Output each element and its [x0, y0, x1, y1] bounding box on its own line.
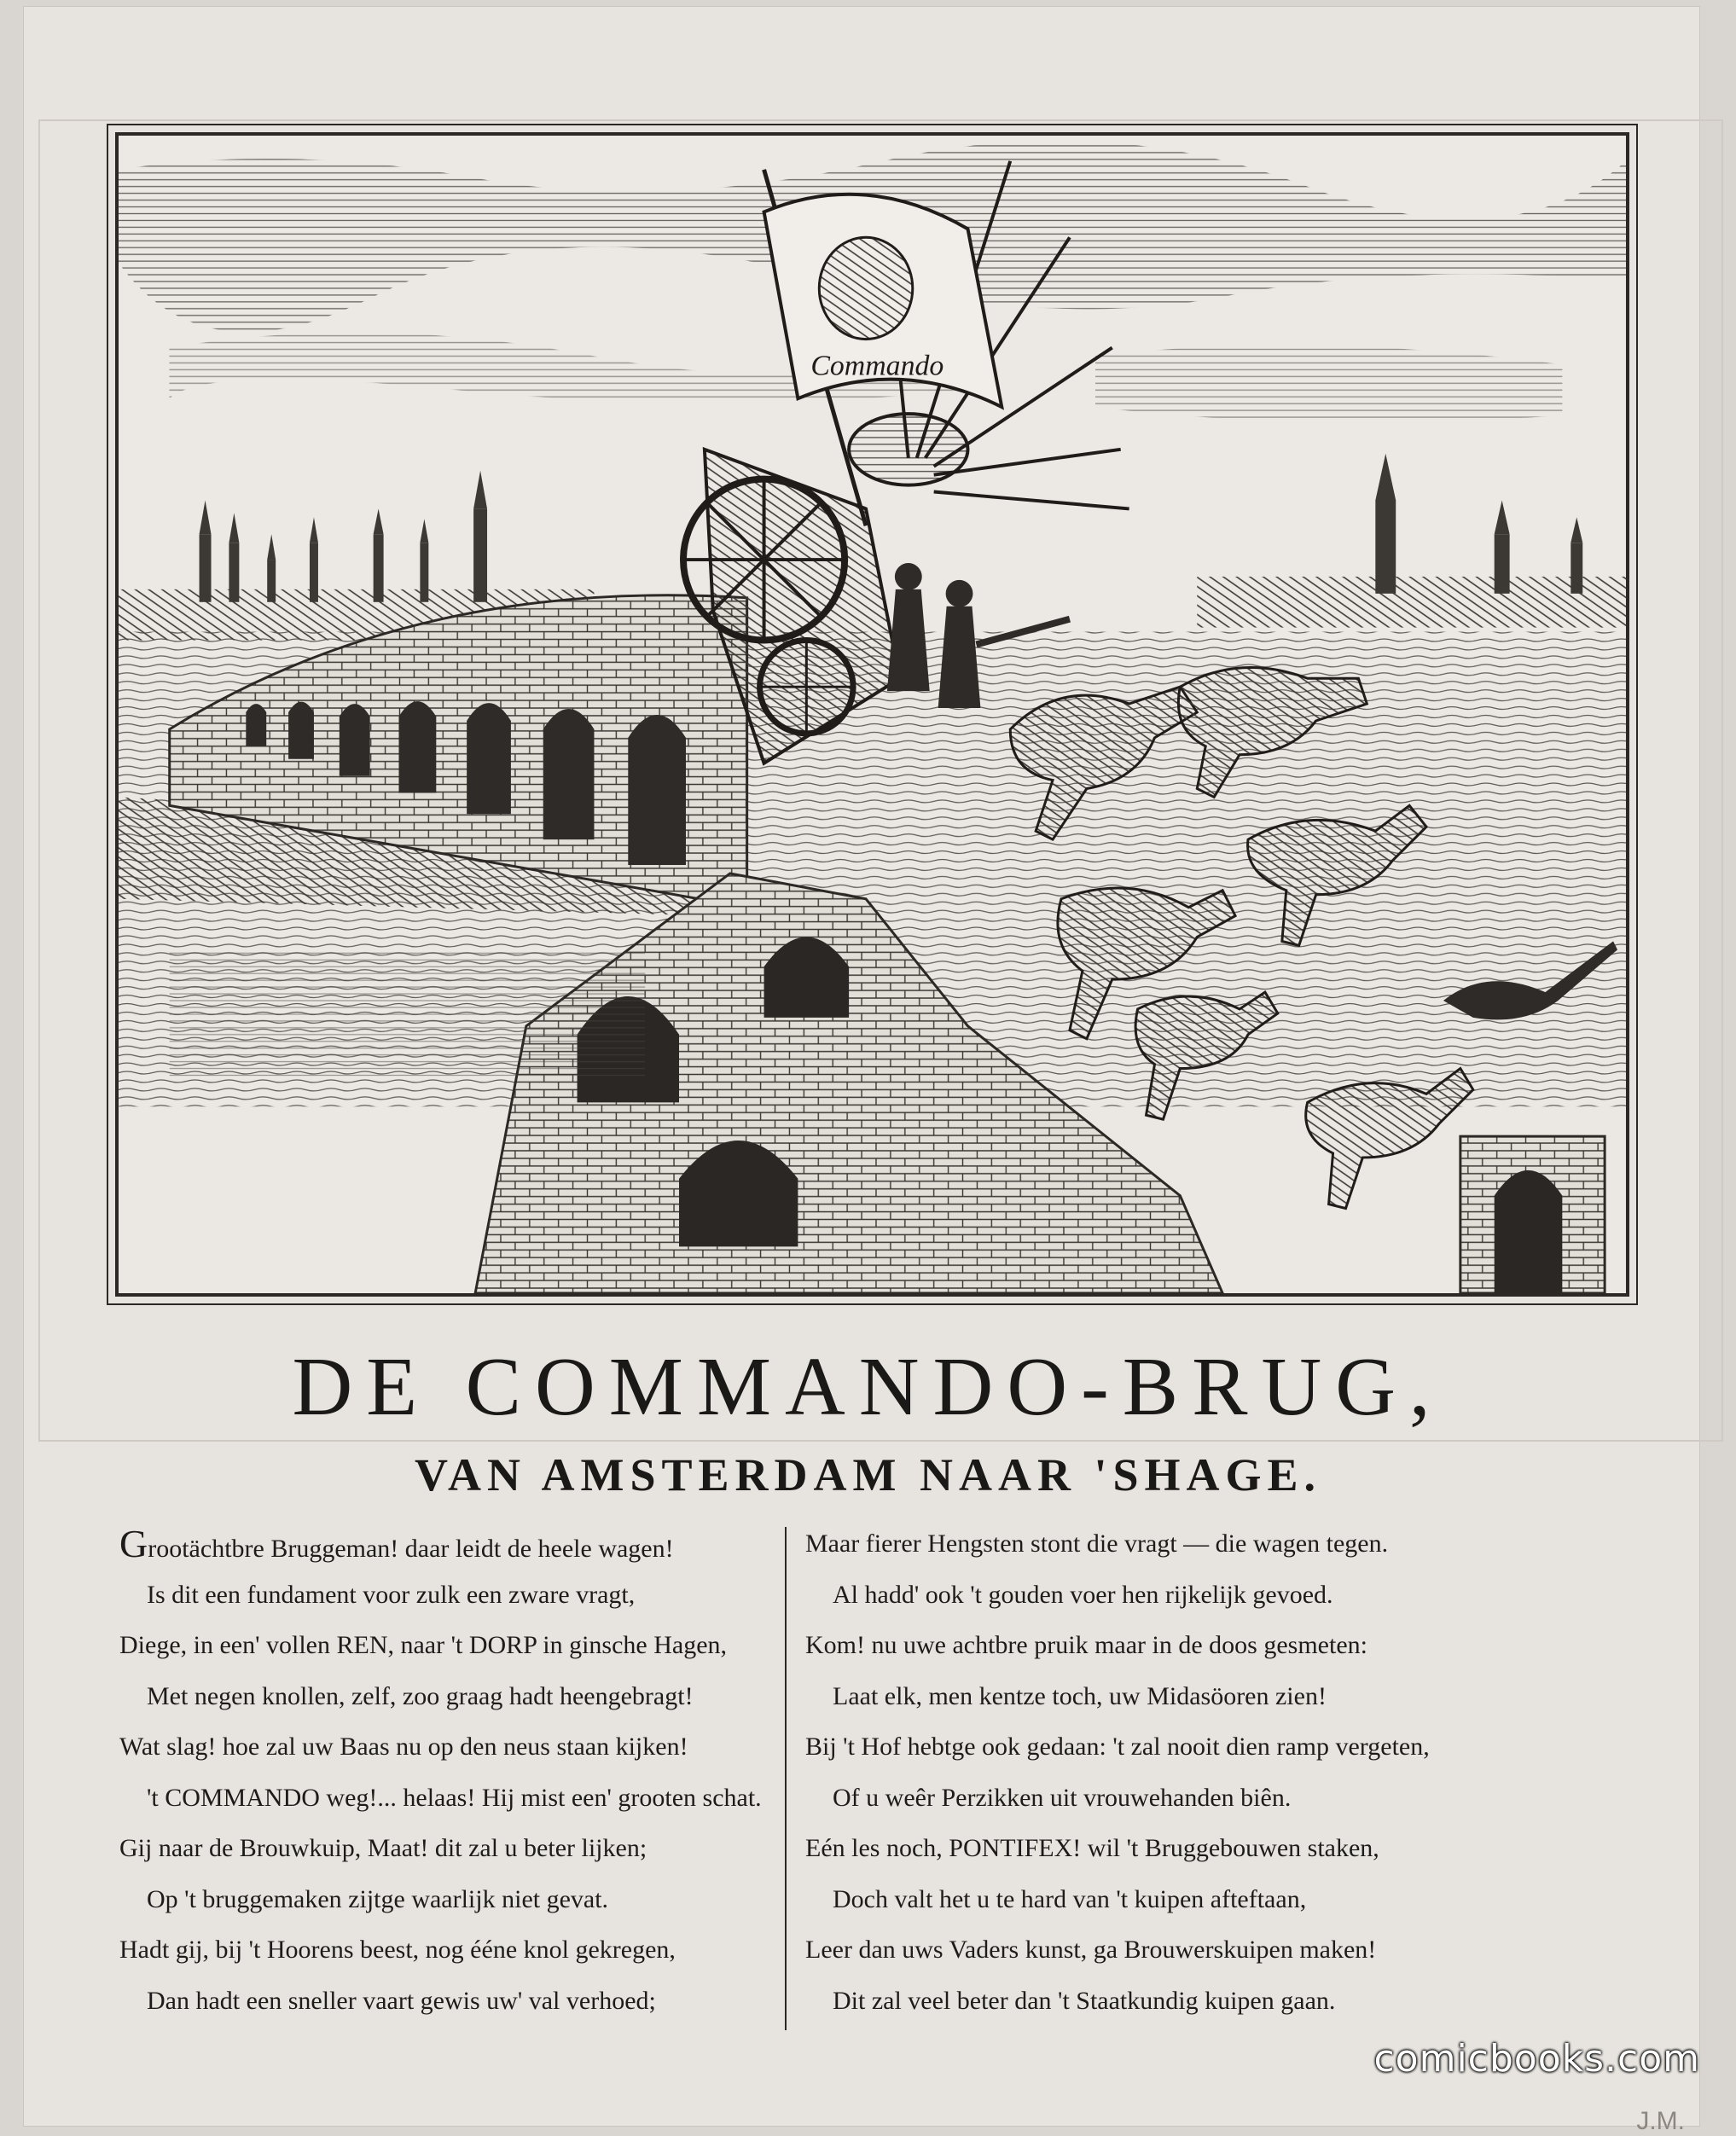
- drop-cap: G: [119, 1522, 148, 1565]
- flag-text: Commando: [810, 350, 944, 382]
- bridge-reflection: [170, 949, 645, 1077]
- poem-line: Dit zal veel beter dan 't Staatkundig kuipen gaan.: [833, 1986, 1336, 2015]
- poem-line: Gij naar de Brouwkuip, Maat! dit zal u beter lijken;: [119, 1834, 647, 1862]
- poem-line: Of u weêr Perzikken uit vrouwehanden biên.: [833, 1783, 1292, 1812]
- poem-left-column: [119, 1518, 776, 2026]
- poem-line: Al hadd' ook 't gouden voer hen rijkelijk gevoed.: [833, 1580, 1333, 1609]
- poem-line: Leer dan uws Vaders kunst, ga Brouwerskuipen maken!: [805, 1936, 1377, 1964]
- poem-line: Maar fierer Hengsten stont die vragt — die wagen tegen.: [805, 1529, 1389, 1558]
- engraving-scene: [119, 136, 1626, 1293]
- poem-line: Diege, in een' vollen REN, naar 't DORP in ginsche Hagen,: [119, 1631, 728, 1659]
- poem-line: 't COMMANDO weg!... helaas! Hij mist een' grooten schat.: [147, 1783, 762, 1812]
- pencil-mark: J.M.: [1636, 2107, 1685, 2135]
- poem-line: Op 't bruggemaken zijtge waarlijk niet gevat.: [147, 1884, 609, 1913]
- poem-line: Doch valt het u te hard van 't kuipen afteftaan,: [833, 1884, 1307, 1913]
- print-subtitle: VAN AMSTERDAM NAAR 'SHAGE.: [414, 1449, 1322, 1500]
- poem-line: Met negen knollen, zelf, zoo graag hadt heengebragt!: [147, 1681, 694, 1710]
- print-title: DE COMMANDO-BRUG,: [292, 1341, 1444, 1433]
- poem-line: Kom! nu uwe achtbre pruik maar in de doos gesmeten:: [805, 1631, 1367, 1659]
- poem-line: Grootächtbre Bruggeman! daar leidt de heele wagen!: [119, 1522, 674, 1565]
- site-watermark: comicbooks.com: [1373, 2037, 1700, 2081]
- poem-line: Laat elk, men kentze toch, uw Midasöoren zien!: [833, 1681, 1327, 1710]
- poem-line: Eén les noch, PONTIFEX! wil 't Bruggebouwen staken,: [805, 1834, 1379, 1862]
- column-divider: [785, 1527, 787, 2030]
- engraving-image: [115, 132, 1629, 1297]
- poem-line: Dan hadt een sneller vaart gewis uw' val verhoed;: [147, 1986, 656, 2015]
- poem-line: Wat slag! hoe zal uw Baas nu op den neus staan kijken!: [119, 1733, 688, 1761]
- poem-right-column: [805, 1518, 1513, 2026]
- poem-line: Bij 't Hof hebtge ook gedaan: 't zal nooit dien ramp vergeten,: [805, 1733, 1430, 1761]
- poem-line: Is dit een fundament voor zulk een zware vragt,: [147, 1580, 636, 1609]
- poem-line: Hadt gij, bij 't Hoorens beest, nog ééne knol gekregen,: [119, 1936, 676, 1964]
